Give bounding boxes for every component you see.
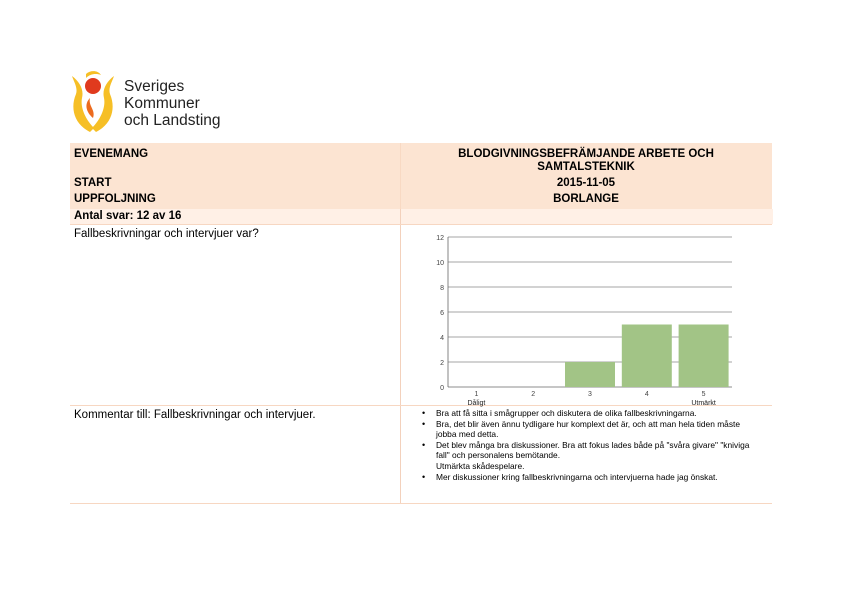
x-tick-label: 1 xyxy=(474,391,479,398)
y-tick-label: 4 xyxy=(440,335,444,342)
logo-line-1: Sveriges xyxy=(124,78,185,95)
logo-flame-icon xyxy=(68,68,118,134)
answer-count-row xyxy=(70,209,772,225)
question-text: Fallbeskrivningar och intervjuer var? xyxy=(74,228,259,240)
x-tick-label: 5 xyxy=(701,391,706,398)
logo xyxy=(68,68,238,138)
followup-value: BORLANGE xyxy=(553,193,619,205)
question-row xyxy=(70,225,772,406)
followup-label: UPPFOLJNING xyxy=(74,193,156,205)
y-tick-label: 0 xyxy=(440,385,444,392)
comment-label: Kommentar till: Fallbeskrivningar och intervjuer. xyxy=(74,409,316,421)
bar-3 xyxy=(565,362,615,387)
x-tick-label: 4 xyxy=(644,391,649,398)
start-value: 2015-11-05 xyxy=(556,177,616,189)
y-tick-label: 12 xyxy=(436,235,444,242)
x-category-sublabel: Utmärkt xyxy=(691,400,716,407)
comment-text: Det blev många bra diskussioner. Bra att fokus lades både på "svåra givare" "kniviga fall" och personalens bemötande. xyxy=(436,439,750,461)
answer-count: Antal svar: 12 av 16 xyxy=(74,210,182,222)
y-tick-label: 8 xyxy=(440,285,444,292)
logo-text xyxy=(124,78,221,129)
x-tick-label: 2 xyxy=(531,391,536,398)
event-value-line2: SAMTALSTEKNIK xyxy=(537,161,635,173)
header-block xyxy=(70,143,772,209)
x-category-sublabel: Dåligt xyxy=(467,400,486,407)
y-tick-label: 6 xyxy=(440,310,444,317)
comment-item: • Bra, det blir även ännu tydligare hur komplext det är, och att man hela tiden måste jobba med detta. xyxy=(422,419,762,440)
x-tick-label: 3 xyxy=(588,391,592,398)
comment-list xyxy=(422,408,762,482)
logo-line-3: och Landsting xyxy=(124,112,221,129)
evaluation-table xyxy=(70,143,772,504)
comment-item-with-extra xyxy=(422,440,762,472)
event-value-line1: BLODGIVNINGSBEFRÄMJANDE ARBETE OCH xyxy=(458,148,714,160)
answer-count-right-cell xyxy=(400,209,773,224)
logo-line-2: Kommuner xyxy=(124,95,200,112)
comment-row xyxy=(70,406,772,504)
event-label: EVENEMANG xyxy=(74,148,149,160)
comment-item: • Bra att få sitta i smågrupper och diskutera de olika fallbeskrivningarna. xyxy=(422,408,762,419)
comment-divider xyxy=(400,406,401,503)
y-tick-label: 2 xyxy=(440,360,444,367)
start-label: START xyxy=(74,177,112,189)
comment-extra: Utmärkta skådespelare. xyxy=(436,460,525,471)
y-tick-label: 10 xyxy=(436,260,444,267)
comment-item: • Mer diskussioner kring fallbeskrivningarna och intervjuerna hade jag önskat. xyxy=(422,472,762,483)
bar-chart xyxy=(406,227,766,407)
bar-4 xyxy=(622,325,672,388)
question-divider xyxy=(400,225,401,405)
bar-5 xyxy=(679,325,729,388)
